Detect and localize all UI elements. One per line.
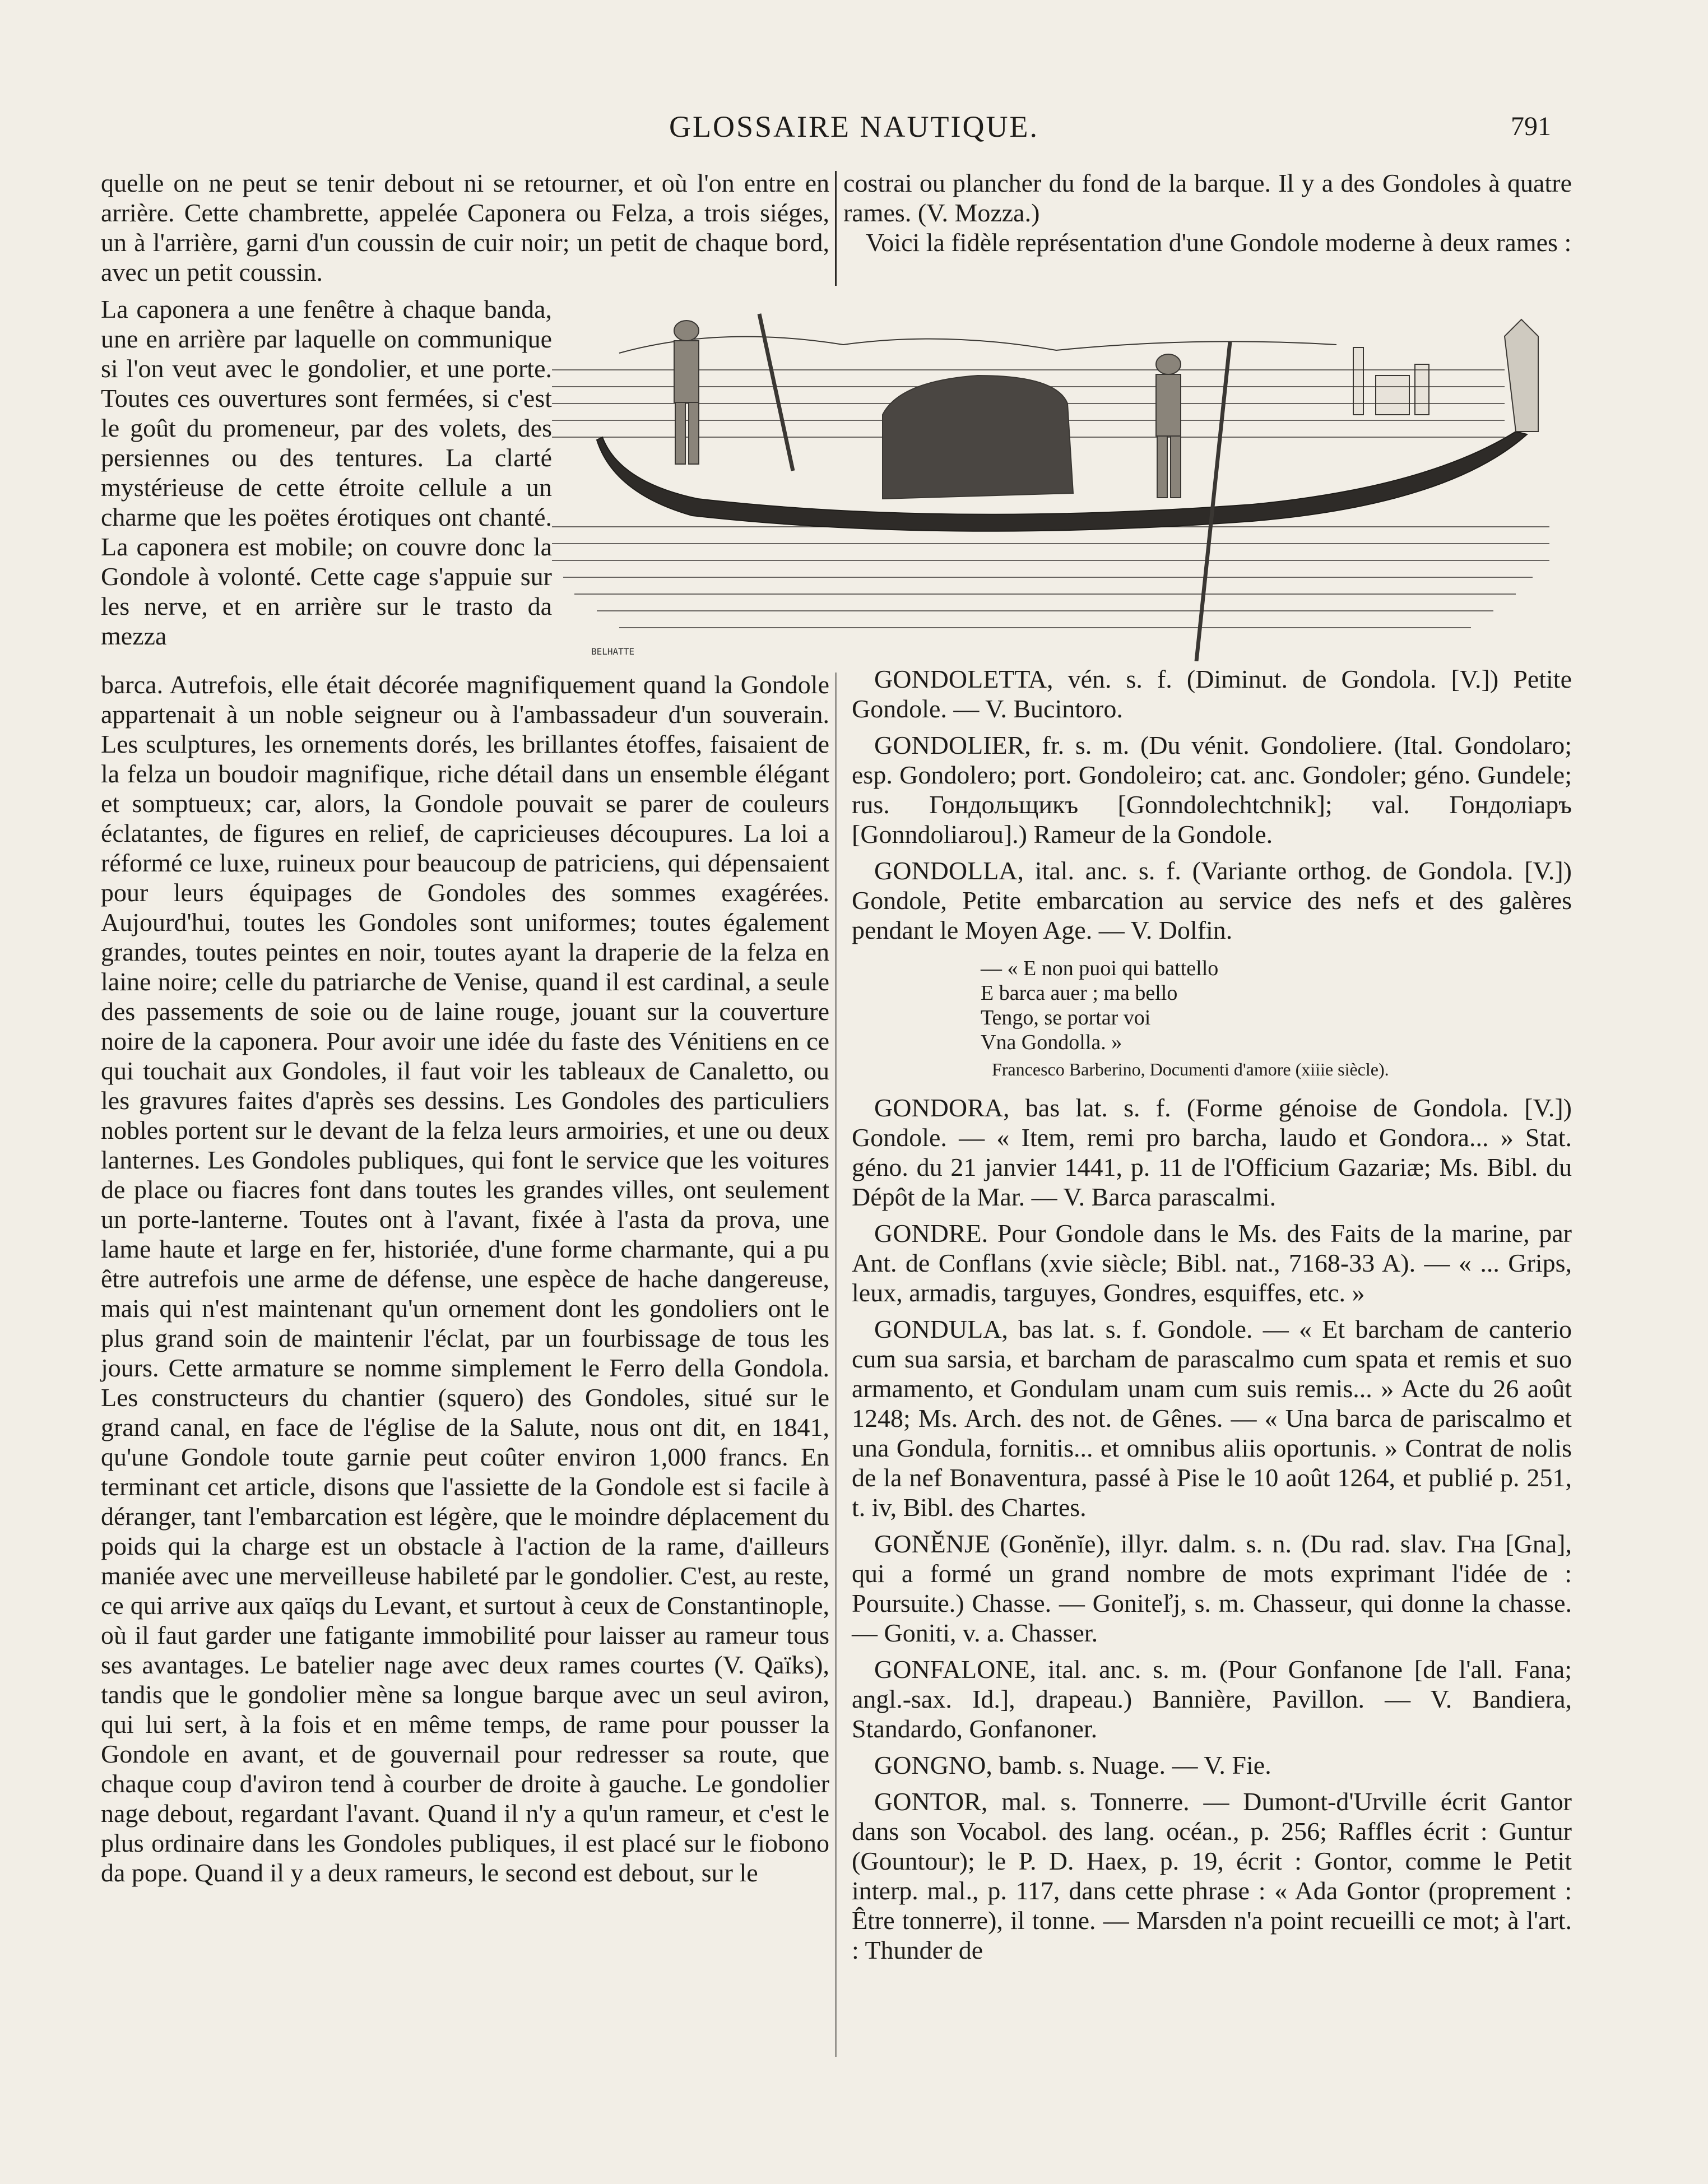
quote-line: — « E non puoi qui battello [981, 957, 1219, 980]
quote-line: Tengo, se portar voi [981, 1006, 1151, 1030]
quote-source: Francesco Barberino, Documenti d'amore (xiiie siècle). [992, 1059, 1389, 1079]
entry-gondolier: GONDOLIER, fr. s. m. (Du vénit. Gondoliere. (Ital. Gondolaro; esp. Gondolero; port. Gondoleiro; cat. anc. Gondoler; géno. Gundele; rus. Гондольщикъ [Gonndolechtchnik]; val. Гондоліаръ [Gonndoliarou].) Rameur de la Gondole. [852, 731, 1572, 848]
entry-gondre: GONDRE. Pour Gondole dans le Ms. des Faits de la marine, par Ant. de Conflans (xvie siècle; Bibl. nat., 7168-33 A). — « ... Grips, leux, armadis, targuyes, Gondres, esquiffes, etc. » [852, 1219, 1572, 1307]
entry-gondolla: GONDOLLA, ital. anc. s. f. (Variante orthog. de Gondola. [V.]) Gondole, Petite embarcation au service des nefs et des galères pendant le Moyen Age. — V. Dolfin. [852, 856, 1572, 944]
gondolier-stern [674, 321, 699, 464]
quote-line: E barca auer ; ma bello [981, 981, 1178, 1005]
gondolier-bow [1156, 354, 1181, 498]
left-column-wrap [101, 294, 552, 651]
gondola-engraving [552, 291, 1566, 661]
right-top-paragraph-2: Voici la fidèle représentation d'une Gondole moderne à deux rames : [866, 228, 1572, 257]
right-column [852, 664, 1572, 1972]
gondola-ferro [1505, 319, 1538, 432]
quote-line: Vna Gondolla. » [981, 1031, 1122, 1054]
entry-gonenje: GONĚNJE (Gonĕnĭe), illyr. dalm. s. n. (Du rad. slav. Гна [Gna], qui a formé un grand nombre de mots exprimant l'idée de : Poursuite.) Chasse. — Goniteľj, s. m. Chasseur, qui donne la chasse. — Goniti, v. a. Chasser. [852, 1529, 1572, 1647]
entry-gonfalone: GONFALONE, ital. anc. s. m. (Pour Gonfanone [de l'all. Fana; angl.-sax. Id.], drapeau.) Bannière, Pavillon. — V. Bandiera, Standardo, Gonfanoner. [852, 1655, 1572, 1743]
entry-gontor: GONTOR, mal. s. Tonnerre. — Dumont-d'Urville écrit Gantor dans son Vocabol. des lang. océan., p. 256; Raffles écrit : Guntur (Gountour); le P. D. Haex, p. 19, écrit : Gontor, comme le Petit interp. mal., p. 117, dans cette phrase : « Ada Gontor (proprement : Être tonnerre), il tonne. — Marsden n'a point recueilli ce mot; à l'art. : Thunder de [852, 1787, 1572, 1964]
left-column-top [101, 168, 829, 287]
running-title: GLOSSAIRE NAUTIQUE. [669, 110, 1039, 143]
left-main-paragraph: barca. Autrefois, elle était décorée magnifiquement quand la Gondole appartenait à un noble seigneur ou à l'ambassadeur d'un souverain. Les sculptures, les ornements dorés, les brillantes étoffes, faisaient de la felza un boudoir magnifique, riche détail dans un ensemble élégant et somptueux; car, alors, la Gondole pouvait se parer de couleurs éclatantes, de figures en relief, de capricieuses découpures. La loi a réformé ce luxe, ruineux pour beaucoup de patriciens, qui dépensaient pour leurs équipages de Gondoles des sommes exagérées. Aujourd'hui, toutes les Gondoles sont uniformes; toutes également grandes, toutes peintes en noir, toutes ayant la draperie de la felza en laine noire; celle du patriarche de Venise, quand il est cardinal, a seule des passements de soie ou de laine rouge, jouant sur la couverture noire de la caponera. Pour avoir une idée du faste des Vénitiens en ce qui touchait aux Gondoles, il faut voir les tableaux de Canaletto, ou les gravures faites d'après ses dessins. Les Gondoles des particuliers nobles portent sur le devant de la felza leurs armoiries, et une ou deux lanternes. Les Gondoles publiques, qui font le service que les voitures de place ou fiacres font dans toutes les grandes villes, ont seulement un porte-lanterne. Toutes ont à l'avant, fixée à l'asta da prova, une lame haute et large en fer, historiée, d'une forme charmante, qui a pu être autrefois une arme de défense, une espèce de hache dangereuse, mais qui n'est maintenant qu'un ornement dont les gondoliers ont le plus grand soin de maintenir l'éclat, par un fourbissage de tous les jours. Cette armature se nomme simplement le Ferro della Gondola. Les constructeurs du chantier (squero) des Gondoles, situé sur le grand canal, en face de l'église de la Salute, nous ont dit, en 1841, qu'une Gondole toute garnie peut coûter environ 1,000 francs. En terminant cet article, disons que l'assiette de la Gondole est si facile à déranger, tant l'embarcation est légère, que le moindre déplacement du poids qui la charge est un obstacle à l'action de la rame, d'ailleurs maniée avec une merveilleuse habileté par le gondolier. C'est, au reste, ce qui arrive aux qaïqs du Levant, et surtout à ceux de Constantinople, où il faut garder une fatigante immobilité pour laisser au rameur tous ses avantages. Le batelier nage avec deux rames courtes (V. Qaïks), tandis que le gondolier mène sa longue barque avec un seul aviron, qui lui sert, à la fois et en même temps, de rame pour pousser la Gondole en avant, et de gouvernail pour redresser sa route, que chaque coup d'aviron tend à courber de droite à gauche. Le gondolier nage debout, regardant l'avant. Quand il n'y a qu'un rameur, et c'est le plus ordinaire dans les Gondoles publiques, il est placé sur le fiobono da pope. Quand il y a deux rameurs, le second est debout, sur le [101, 670, 829, 1887]
entry-gondoletta: GONDOLETTA, vén. s. f. (Diminut. de Gondola. [V.]) Petite Gondole. — V. Bucintoro. [852, 665, 1572, 723]
right-top-paragraph-1: costrai ou plancher du fond de la barque. Il y a des Gondoles à quatre rames. (V. Mozza.) [843, 169, 1572, 227]
column-rule [835, 171, 837, 286]
entry-gondula: GONDULA, bas lat. s. f. Gondole. — « Et barcham de canterio cum sua sarsia, et barcham de parascalmo cum spata et remis et suo armamento, et Gondulam unam cum suis remis... » Acte du 26 août 1248; Ms. Arch. des not. de Gênes. — « Una barca de pariscalmo et una Gondula, fornitis... et omnibus aliis oportunis. » Contrat de nolis de la nef Bonaventura, passé à Pise le 10 août 1264, et publié p. 251, t. iv, Bibl. des Chartes. [852, 1315, 1572, 1522]
left-top-paragraph: quelle on ne peut se tenir debout ni se retourner, et où l'on entre en arrière. Cette chambrette, appelée Caponera ou Felza, a trois siéges, un à l'arrière, garni d'un coussin de cuir noir; un petit de chaque bord, avec un petit coussin. [101, 169, 829, 286]
right-column-top [843, 168, 1572, 257]
left-column-main [101, 670, 829, 1888]
page-number: 791 [1511, 112, 1551, 141]
left-wrap-paragraph: La caponera a une fenêtre à chaque banda, une en arrière par laquelle on communique si l'on veut avec le gondolier, et une porte. Toutes ces ouvertures sont fermées, si c'est le goût du promeneur, par des volets, des persiennes ou des tentures. La clarté mystérieuse de cette étroite cellule a un charme que les poëtes érotiques ont chanté. La caponera est mobile; on couvre donc la Gondole à volonté. Cette cage s'appuie sur les nerve, et en arrière sur le trasto da mezza [101, 295, 552, 650]
entry-gondora: GONDORA, bas lat. s. f. (Forme génoise de Gondola. [V.]) Gondole. — « Item, remi pro barcha, laudo et Gondora... » Stat. géno. du 21 janvier 1441, p. 11 de l'Officium Gazariæ; Ms. Bibl. du Dépôt de la Mar. — V. Barca parascalmi. [852, 1093, 1572, 1211]
entry-gongno: GONGNO, bamb. s. Nuage. — V. Fie. [874, 1751, 1271, 1779]
gondola-felza [883, 375, 1073, 499]
distant-city [1353, 347, 1429, 415]
quote-block [852, 956, 1572, 1081]
engraver-signature: BELHATTE [591, 646, 635, 657]
column-rule-lower [835, 673, 837, 2057]
